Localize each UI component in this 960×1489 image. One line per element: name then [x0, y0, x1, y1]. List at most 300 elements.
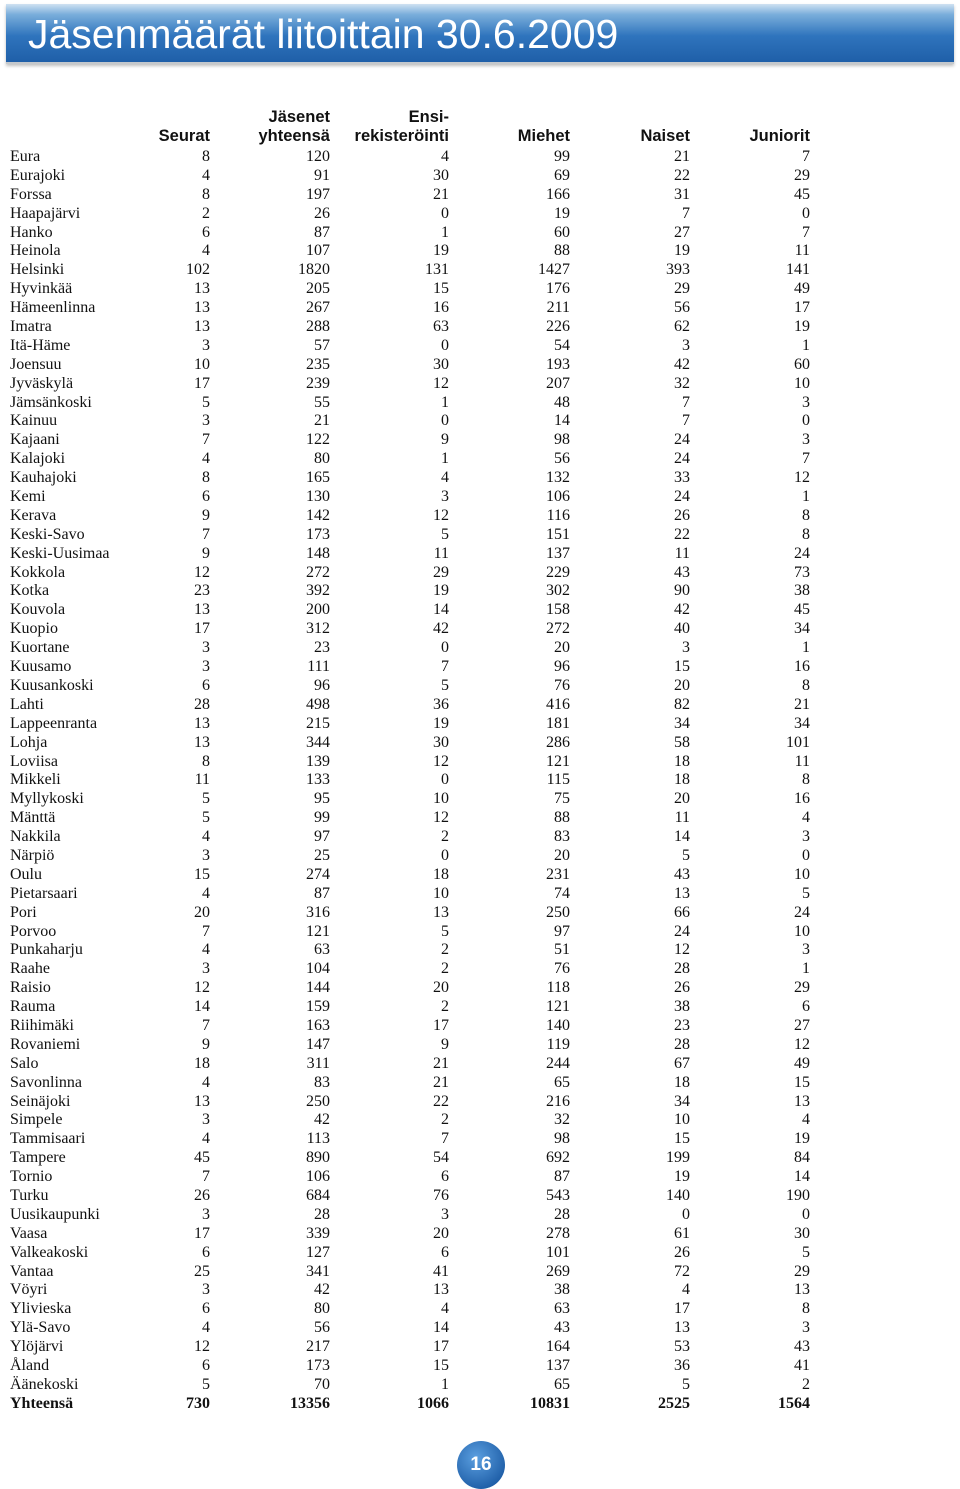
- cell-name: Turku: [10, 1186, 49, 1204]
- cell-ensirekisterointi: 20: [433, 1224, 449, 1242]
- cell-miehet: 158: [546, 601, 570, 619]
- cell-jasenet: 91: [314, 166, 330, 184]
- cell-jasenet: 205: [306, 280, 330, 298]
- table-row: [0, 1376, 960, 1395]
- cell-jasenet: 498: [306, 695, 330, 713]
- cell-seurat: 13: [194, 1092, 210, 1110]
- cell-juniorit: 3: [802, 393, 810, 411]
- cell-juniorit: 5: [802, 1243, 810, 1261]
- table-row: [0, 601, 960, 620]
- table-header: [0, 108, 960, 150]
- cell-jasenet: 97: [314, 828, 330, 846]
- cell-naiset: 62: [674, 318, 690, 336]
- cell-naiset: 393: [666, 261, 690, 279]
- cell-name: Åland: [10, 1357, 50, 1374]
- cell-juniorit: 41: [794, 1357, 810, 1374]
- table-row: [0, 450, 960, 469]
- cell-miehet: 88: [554, 809, 570, 827]
- cell-jasenet: 144: [306, 979, 330, 997]
- cell-jasenet: 122: [306, 431, 330, 449]
- cell-ensirekisterointi: 4: [441, 1300, 449, 1318]
- cell-name: Kalajoki: [10, 450, 66, 468]
- table-row: [0, 394, 960, 413]
- cell-miehet: 63: [554, 1300, 570, 1318]
- total-naiset: 2525: [658, 1394, 690, 1412]
- cell-jasenet: 28: [314, 1205, 330, 1223]
- cell-naiset: 42: [674, 601, 690, 619]
- cell-seurat: 3: [202, 336, 210, 354]
- cell-jasenet: 250: [306, 1092, 330, 1110]
- table-row: [0, 696, 960, 715]
- cell-seurat: 3: [202, 658, 210, 676]
- cell-ensirekisterointi: 131: [425, 261, 449, 279]
- cell-name: Loviisa: [10, 752, 58, 770]
- cell-name: Seinäjoki: [10, 1092, 71, 1110]
- cell-naiset: 58: [674, 733, 690, 751]
- cell-miehet: 74: [554, 884, 570, 902]
- cell-naiset: 19: [674, 1168, 690, 1186]
- cell-name: Kajaani: [10, 431, 60, 449]
- cell-seurat: 25: [194, 1262, 210, 1280]
- table-row: [0, 1225, 960, 1244]
- cell-seurat: 4: [202, 828, 210, 846]
- table-row: [0, 960, 960, 979]
- cell-ensirekisterointi: 5: [441, 676, 449, 694]
- cell-ensirekisterointi: 17: [433, 1338, 449, 1356]
- cell-miehet: 28: [554, 1205, 570, 1223]
- cell-miehet: 543: [546, 1186, 570, 1204]
- cell-ensirekisterointi: 21: [433, 185, 449, 203]
- cell-seurat: 4: [202, 1073, 210, 1091]
- cell-name: Keski-Savo: [10, 525, 85, 543]
- cell-miehet: 97: [554, 922, 570, 940]
- cell-naiset: 32: [674, 374, 690, 392]
- cell-name: Salo: [10, 1054, 39, 1072]
- cell-seurat: 5: [202, 1375, 210, 1393]
- cell-name: Mikkeli: [10, 771, 61, 789]
- cell-name: Heinola: [10, 242, 61, 260]
- cell-ensirekisterointi: 13: [433, 1281, 449, 1299]
- table-row: [0, 904, 960, 923]
- cell-name: Haapajärvi: [10, 204, 81, 222]
- cell-naiset: 7: [682, 204, 690, 222]
- cell-naiset: 24: [674, 450, 690, 468]
- total-jasenet: 13356: [290, 1394, 330, 1412]
- cell-seurat: 3: [202, 639, 210, 657]
- cell-juniorit: 49: [794, 1054, 810, 1072]
- cell-naiset: 0: [682, 1205, 690, 1223]
- table-row: [0, 1206, 960, 1225]
- cell-juniorit: 34: [794, 714, 810, 732]
- cell-jasenet: 267: [306, 299, 330, 317]
- cell-jasenet: 87: [314, 884, 330, 902]
- cell-seurat: 4: [202, 884, 210, 902]
- cell-name: Myllykoski: [10, 790, 84, 808]
- cell-jasenet: 173: [306, 525, 330, 543]
- cell-naiset: 199: [666, 1149, 690, 1167]
- cell-jasenet: 392: [306, 582, 330, 600]
- table-row: [0, 186, 960, 205]
- cell-seurat: 3: [202, 1205, 210, 1223]
- cell-miehet: 211: [546, 299, 570, 317]
- cell-juniorit: 8: [802, 771, 810, 789]
- cell-name: Simpele: [10, 1111, 63, 1129]
- cell-miehet: 76: [554, 676, 570, 694]
- cell-ensirekisterointi: 29: [433, 563, 449, 581]
- cell-name: Lohja: [10, 733, 48, 751]
- cell-naiset: 22: [674, 525, 690, 543]
- cell-juniorit: 29: [794, 166, 810, 184]
- cell-jasenet: 83: [314, 1073, 330, 1091]
- page-title: Jäsenmäärät liitoittain 30.6.2009: [28, 11, 619, 57]
- cell-ensirekisterointi: 2: [441, 998, 449, 1016]
- cell-ensirekisterointi: 7: [441, 1130, 449, 1148]
- cell-ensirekisterointi: 63: [433, 318, 449, 336]
- cell-naiset: 56: [674, 299, 690, 317]
- cell-miehet: 32: [554, 1111, 570, 1129]
- table-row: [0, 261, 960, 280]
- cell-juniorit: 45: [794, 185, 810, 203]
- table-row: [0, 1036, 960, 1055]
- cell-name: Raahe: [10, 960, 50, 978]
- cell-miehet: 193: [546, 355, 570, 373]
- cell-name: Rauma: [10, 998, 56, 1016]
- cell-seurat: 5: [202, 790, 210, 808]
- cell-juniorit: 7: [802, 450, 810, 468]
- cell-miehet: 75: [554, 790, 570, 808]
- total-row: [0, 1395, 960, 1414]
- cell-ensirekisterointi: 7: [441, 658, 449, 676]
- table-row: [0, 167, 960, 186]
- cell-juniorit: 11: [794, 752, 810, 770]
- cell-ensirekisterointi: 4: [441, 469, 449, 487]
- cell-naiset: 36: [674, 1357, 690, 1374]
- cell-ensirekisterointi: 12: [433, 506, 449, 524]
- cell-jasenet: 87: [314, 223, 330, 241]
- cell-miehet: 48: [554, 393, 570, 411]
- cell-jasenet: 23: [314, 639, 330, 657]
- cell-jasenet: 311: [306, 1054, 330, 1072]
- header-miehet-text: Miehet: [517, 127, 570, 145]
- cell-juniorit: 1: [802, 488, 810, 506]
- cell-ensirekisterointi: 15: [433, 1357, 449, 1374]
- cell-miehet: 416: [546, 695, 570, 713]
- cell-jasenet: 197: [306, 185, 330, 203]
- table-row: [0, 1168, 960, 1187]
- cell-seurat: 6: [202, 223, 210, 241]
- cell-name: Raisio: [10, 979, 51, 997]
- cell-juniorit: 16: [794, 658, 810, 676]
- table-row: [0, 582, 960, 601]
- cell-ensirekisterointi: 6: [441, 1243, 449, 1261]
- total-juniorit: 1564: [778, 1394, 810, 1412]
- cell-name: Äänekoski: [10, 1375, 79, 1393]
- header-jasenet: Jäsenet yhteensä: [258, 108, 330, 145]
- header-juniorit-text: Juniorit: [749, 127, 810, 145]
- membership-table: [0, 148, 960, 1414]
- cell-ensirekisterointi: 17: [433, 1016, 449, 1034]
- cell-juniorit: 73: [794, 563, 810, 581]
- table-row: [0, 224, 960, 243]
- cell-ensirekisterointi: 1: [441, 393, 449, 411]
- table-row: [0, 828, 960, 847]
- cell-miehet: 118: [546, 979, 570, 997]
- cell-juniorit: 190: [786, 1186, 810, 1204]
- cell-miehet: 60: [554, 223, 570, 241]
- cell-ensirekisterointi: 12: [433, 809, 449, 827]
- table-row: [0, 1187, 960, 1206]
- table-row: [0, 1149, 960, 1168]
- cell-seurat: 6: [202, 1243, 210, 1261]
- cell-jasenet: 215: [306, 714, 330, 732]
- table-row: [0, 1357, 960, 1376]
- cell-jasenet: 139: [306, 752, 330, 770]
- table-row: [0, 809, 960, 828]
- cell-miehet: 151: [546, 525, 570, 543]
- cell-juniorit: 13: [794, 1281, 810, 1299]
- cell-miehet: 98: [554, 1130, 570, 1148]
- cell-ensirekisterointi: 10: [433, 884, 449, 902]
- table-row: [0, 923, 960, 942]
- cell-ensirekisterointi: 19: [433, 582, 449, 600]
- cell-naiset: 140: [666, 1186, 690, 1204]
- cell-name: Punkaharju: [10, 941, 83, 959]
- cell-miehet: 229: [546, 563, 570, 581]
- cell-name: Pori: [10, 903, 37, 921]
- cell-seurat: 8: [202, 469, 210, 487]
- table-row: [0, 639, 960, 658]
- header-naiset-text: Naiset: [640, 127, 690, 145]
- cell-ensirekisterointi: 13: [433, 903, 449, 921]
- cell-ensirekisterointi: 1: [441, 223, 449, 241]
- table-row: [0, 280, 960, 299]
- cell-juniorit: 24: [794, 903, 810, 921]
- cell-seurat: 3: [202, 846, 210, 864]
- header-seurat: [159, 127, 210, 146]
- cell-name: Nakkila: [10, 828, 61, 846]
- cell-juniorit: 24: [794, 544, 810, 562]
- table-row: [0, 885, 960, 904]
- cell-jasenet: 130: [306, 488, 330, 506]
- cell-jasenet: 142: [306, 506, 330, 524]
- table-row: [0, 866, 960, 885]
- cell-ensirekisterointi: 36: [433, 695, 449, 713]
- cell-juniorit: 43: [794, 1338, 810, 1356]
- cell-jasenet: 106: [306, 1168, 330, 1186]
- cell-seurat: 17: [194, 620, 210, 638]
- cell-seurat: 10: [194, 355, 210, 373]
- table-row: [0, 941, 960, 960]
- cell-jasenet: 173: [306, 1357, 330, 1374]
- cell-naiset: 11: [674, 544, 690, 562]
- cell-miehet: 166: [546, 185, 570, 203]
- cell-naiset: 53: [674, 1338, 690, 1356]
- total-miehet: 10831: [530, 1394, 570, 1412]
- cell-jasenet: 42: [314, 1111, 330, 1129]
- cell-miehet: 244: [546, 1054, 570, 1072]
- cell-ensirekisterointi: 3: [441, 488, 449, 506]
- table-row: [0, 998, 960, 1017]
- cell-seurat: 8: [202, 148, 210, 165]
- cell-name: Tornio: [10, 1168, 53, 1186]
- cell-juniorit: 38: [794, 582, 810, 600]
- cell-juniorit: 3: [802, 941, 810, 959]
- table-row: [0, 979, 960, 998]
- cell-naiset: 42: [674, 355, 690, 373]
- cell-juniorit: 0: [802, 846, 810, 864]
- cell-miehet: 56: [554, 450, 570, 468]
- cell-naiset: 61: [674, 1224, 690, 1242]
- cell-juniorit: 45: [794, 601, 810, 619]
- cell-naiset: 13: [674, 884, 690, 902]
- cell-naiset: 26: [674, 506, 690, 524]
- cell-seurat: 13: [194, 733, 210, 751]
- cell-seurat: 3: [202, 1281, 210, 1299]
- cell-miehet: 43: [554, 1319, 570, 1337]
- cell-naiset: 3: [682, 336, 690, 354]
- cell-miehet: 269: [546, 1262, 570, 1280]
- cell-name: Lahti: [10, 695, 44, 713]
- cell-jasenet: 80: [314, 1300, 330, 1318]
- table-row: [0, 1093, 960, 1112]
- cell-jasenet: 21: [314, 412, 330, 430]
- cell-jasenet: 80: [314, 450, 330, 468]
- cell-jasenet: 341: [306, 1262, 330, 1280]
- cell-ensirekisterointi: 14: [433, 1319, 449, 1337]
- cell-name: Kokkola: [10, 563, 66, 581]
- table-row: [0, 1338, 960, 1357]
- cell-ensirekisterointi: 14: [433, 601, 449, 619]
- cell-ensirekisterointi: 21: [433, 1054, 449, 1072]
- cell-ensirekisterointi: 30: [433, 166, 449, 184]
- cell-jasenet: 57: [314, 336, 330, 354]
- cell-naiset: 34: [674, 1092, 690, 1110]
- table-row: [0, 1300, 960, 1319]
- cell-jasenet: 316: [306, 903, 330, 921]
- table-row: [0, 1263, 960, 1282]
- cell-naiset: 10: [674, 1111, 690, 1129]
- cell-seurat: 12: [194, 979, 210, 997]
- cell-name: Jyväskylä: [10, 374, 74, 392]
- cell-jasenet: 200: [306, 601, 330, 619]
- cell-name: Riihimäki: [10, 1016, 74, 1034]
- cell-juniorit: 141: [786, 261, 810, 279]
- cell-juniorit: 8: [802, 676, 810, 694]
- table-row: [0, 469, 960, 488]
- cell-naiset: 28: [674, 1035, 690, 1053]
- cell-naiset: 23: [674, 1016, 690, 1034]
- table-row: [0, 1111, 960, 1130]
- cell-juniorit: 101: [786, 733, 810, 751]
- cell-jasenet: 288: [306, 318, 330, 336]
- cell-juniorit: 0: [802, 204, 810, 222]
- header-seurat-text: Seurat: [158, 127, 210, 145]
- table-row: [0, 677, 960, 696]
- cell-seurat: 6: [202, 1300, 210, 1318]
- cell-ensirekisterointi: 22: [433, 1092, 449, 1110]
- cell-juniorit: 3: [802, 431, 810, 449]
- cell-seurat: 14: [194, 998, 210, 1016]
- cell-jasenet: 147: [306, 1035, 330, 1053]
- cell-naiset: 18: [674, 771, 690, 789]
- cell-ensirekisterointi: 0: [441, 639, 449, 657]
- cell-naiset: 26: [674, 979, 690, 997]
- cell-juniorit: 3: [802, 828, 810, 846]
- cell-miehet: 1427: [538, 261, 570, 279]
- cell-juniorit: 84: [794, 1149, 810, 1167]
- cell-ensirekisterointi: 2: [441, 828, 449, 846]
- cell-naiset: 27: [674, 223, 690, 241]
- table-row: [0, 1130, 960, 1149]
- cell-juniorit: 19: [794, 318, 810, 336]
- cell-jasenet: 344: [306, 733, 330, 751]
- cell-miehet: 137: [546, 544, 570, 562]
- cell-miehet: 121: [546, 998, 570, 1016]
- cell-naiset: 18: [674, 752, 690, 770]
- cell-miehet: 96: [554, 658, 570, 676]
- table-row: [0, 753, 960, 772]
- cell-seurat: 3: [202, 412, 210, 430]
- cell-ensirekisterointi: 5: [441, 922, 449, 940]
- cell-ensirekisterointi: 5: [441, 525, 449, 543]
- cell-jasenet: 26: [314, 204, 330, 222]
- cell-ensirekisterointi: 1: [441, 450, 449, 468]
- cell-seurat: 4: [202, 242, 210, 260]
- cell-juniorit: 2: [802, 1375, 810, 1393]
- cell-naiset: 38: [674, 998, 690, 1016]
- cell-miehet: 69: [554, 166, 570, 184]
- cell-seurat: 4: [202, 166, 210, 184]
- cell-ensirekisterointi: 41: [433, 1262, 449, 1280]
- cell-naiset: 14: [674, 828, 690, 846]
- table-row: [0, 1055, 960, 1074]
- cell-name: Imatra: [10, 318, 52, 336]
- cell-ensirekisterointi: 4: [441, 148, 449, 165]
- cell-name: Uusikaupunki: [10, 1205, 100, 1223]
- cell-seurat: 13: [194, 299, 210, 317]
- cell-juniorit: 0: [802, 1205, 810, 1223]
- cell-juniorit: 3: [802, 1319, 810, 1337]
- cell-seurat: 9: [202, 544, 210, 562]
- cell-miehet: 231: [546, 865, 570, 883]
- cell-seurat: 4: [202, 941, 210, 959]
- cell-name: Forssa: [10, 185, 52, 203]
- cell-jasenet: 274: [306, 865, 330, 883]
- cell-naiset: 28: [674, 960, 690, 978]
- cell-name: Jämsänkoski: [10, 393, 92, 411]
- cell-juniorit: 7: [802, 223, 810, 241]
- cell-naiset: 26: [674, 1243, 690, 1261]
- cell-juniorit: 16: [794, 790, 810, 808]
- cell-name: Itä-Häme: [10, 336, 71, 354]
- cell-juniorit: 4: [802, 1111, 810, 1129]
- table-row: [0, 1017, 960, 1036]
- cell-ensirekisterointi: 0: [441, 771, 449, 789]
- table-row: [0, 148, 960, 167]
- table-row: [0, 658, 960, 677]
- cell-naiset: 21: [674, 148, 690, 165]
- cell-ensirekisterointi: 12: [433, 752, 449, 770]
- cell-seurat: 13: [194, 601, 210, 619]
- table-row: [0, 847, 960, 866]
- cell-seurat: 4: [202, 1319, 210, 1337]
- cell-name: Kuopio: [10, 620, 58, 638]
- cell-juniorit: 14: [794, 1168, 810, 1186]
- cell-jasenet: 120: [306, 148, 330, 165]
- cell-ensirekisterointi: 15: [433, 280, 449, 298]
- cell-ensirekisterointi: 3: [441, 1205, 449, 1223]
- cell-name: Hyvinkää: [10, 280, 73, 298]
